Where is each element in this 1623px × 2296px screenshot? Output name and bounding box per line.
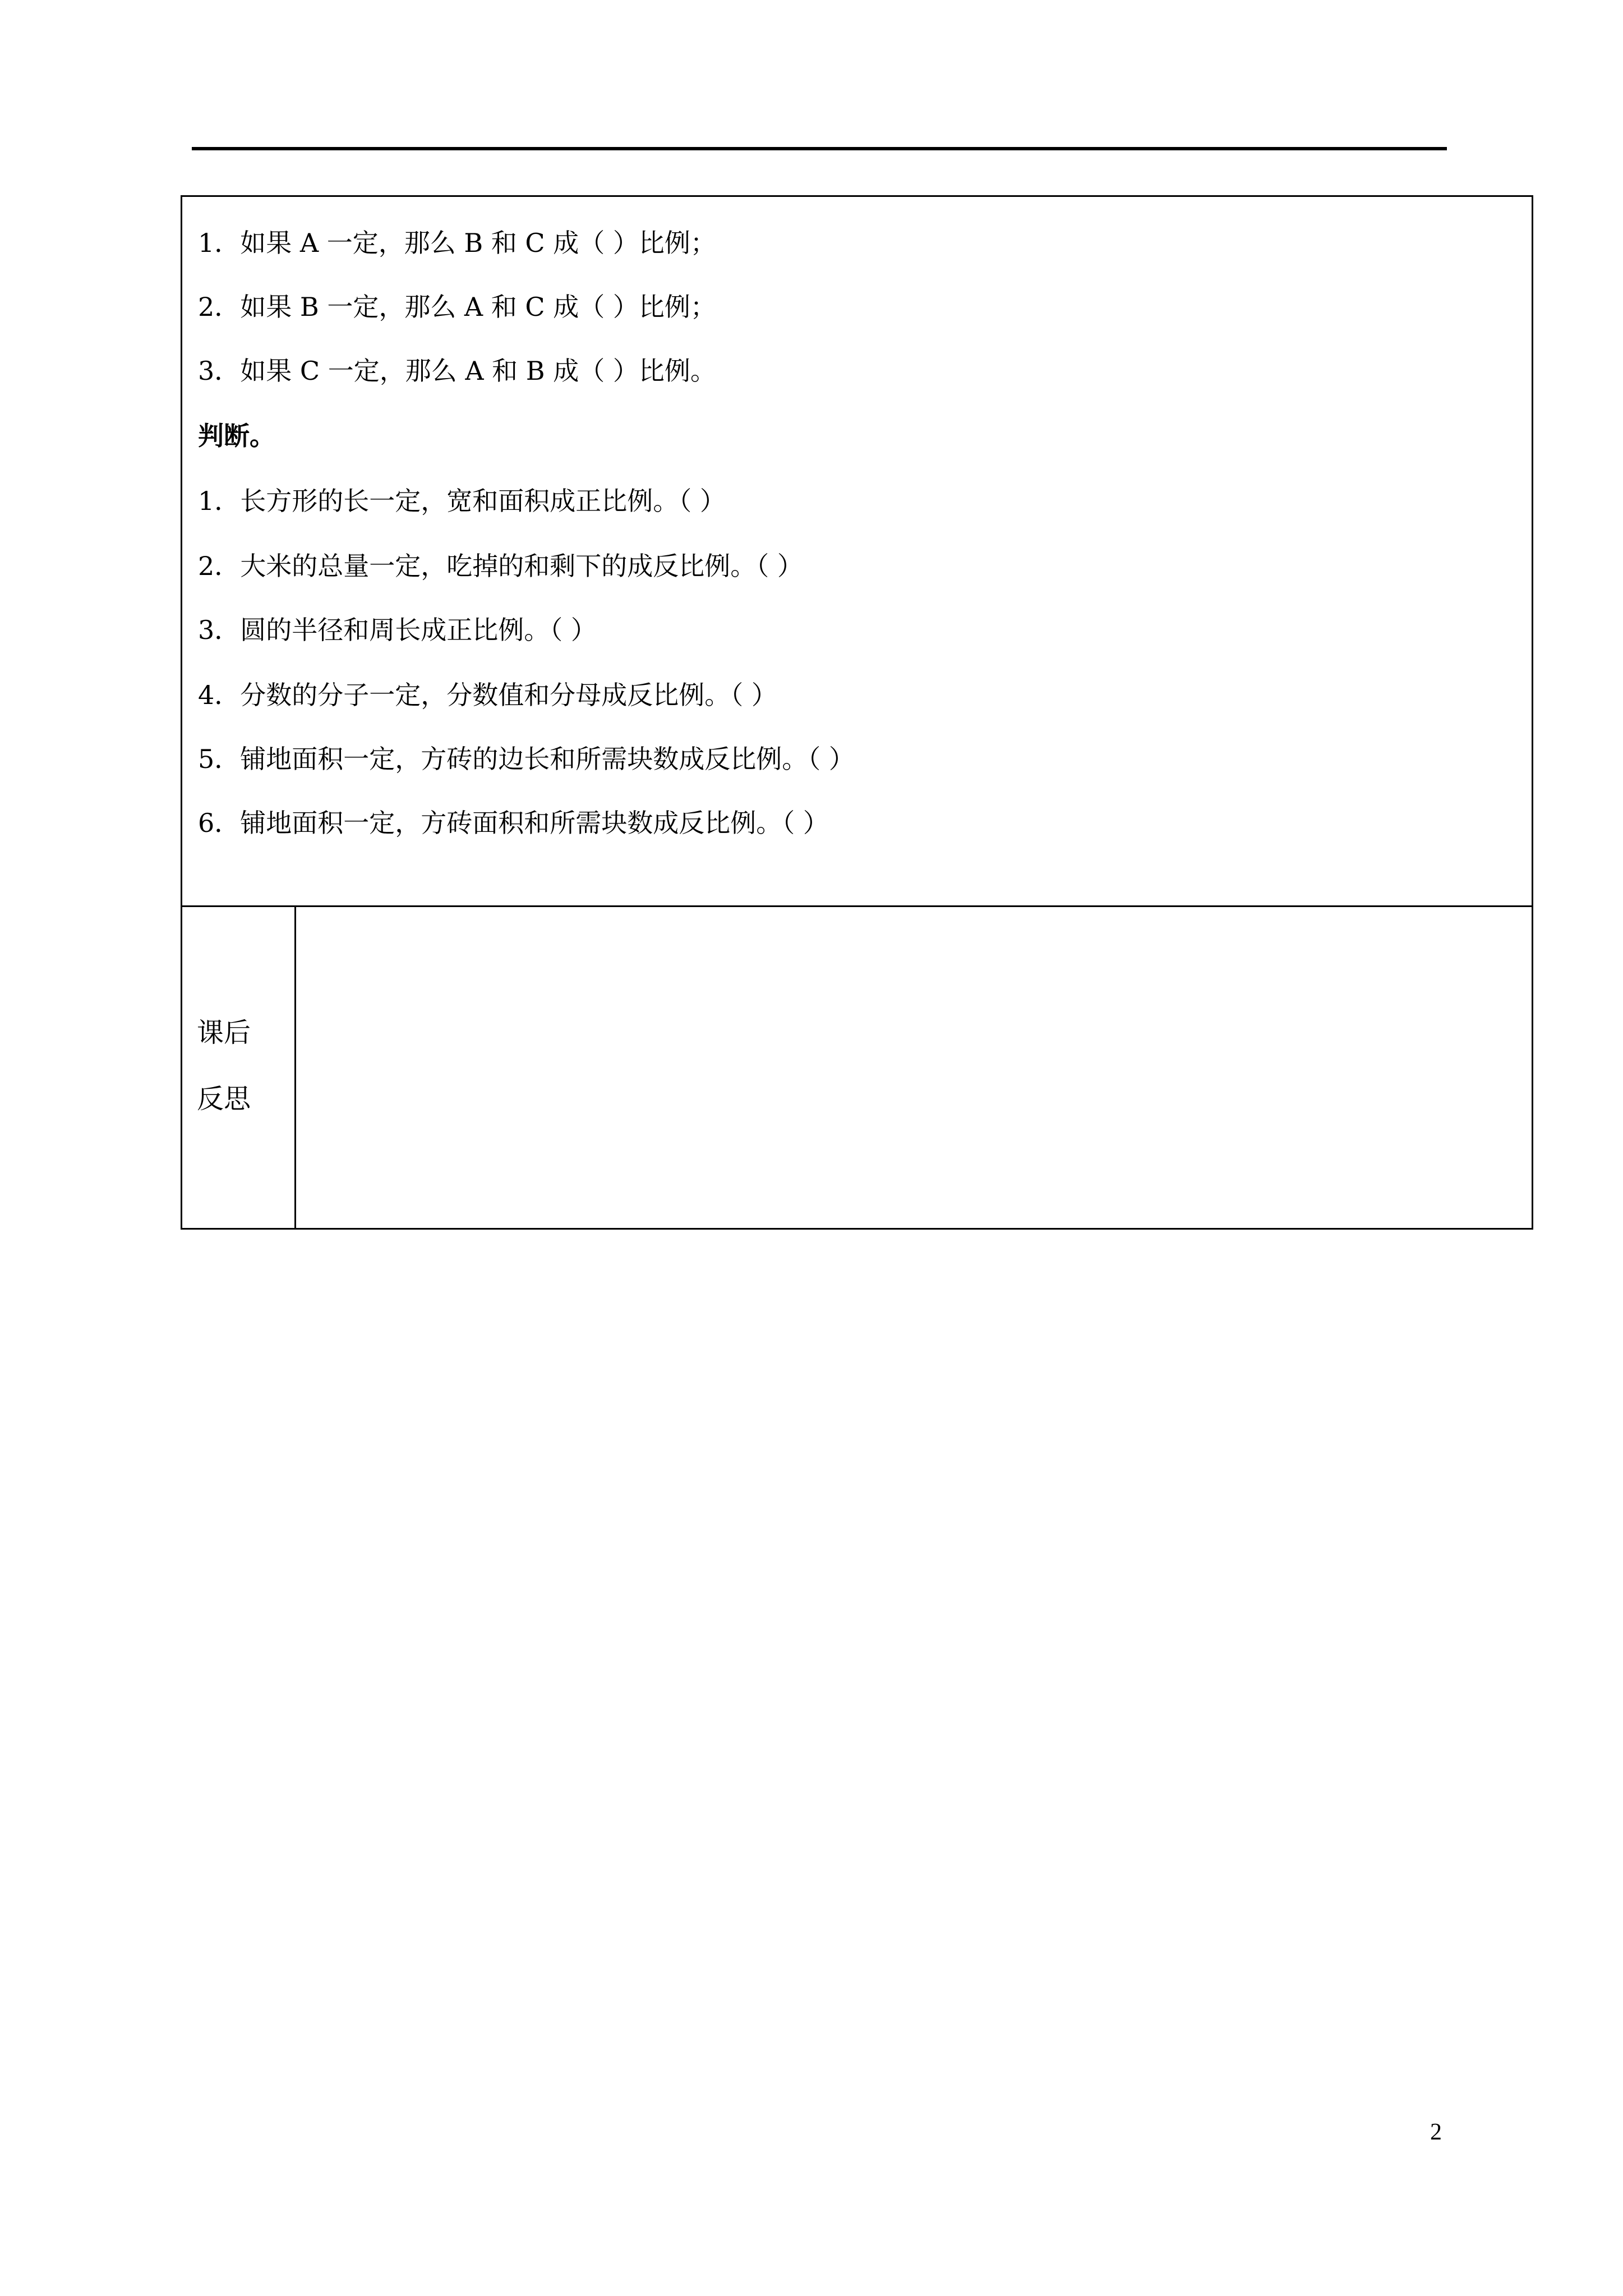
judgment-item-1: 1．长方形的长一定，宽和面积成正比例。（ ） <box>198 486 726 516</box>
reflection-label-line-2: 反思 <box>197 1083 251 1115</box>
judgment-item-2: 2．大米的总量一定，吃掉的和剩下的成反比例。（ ） <box>198 551 803 581</box>
worksheet-table <box>181 195 1533 1230</box>
reflection-writing-area[interactable] <box>296 907 1532 1230</box>
judgment-item-3: 3．圆的半径和周长成正比例。（ ） <box>198 615 597 645</box>
judgment-item-6: 6．铺地面积一定，方砖面积和所需块数成反比例。（ ） <box>198 808 829 838</box>
proportion-question-3: 3．如果 C 一定，那么 A 和 B 成（ ）比例。 <box>198 356 716 386</box>
reflection-label-line-1: 课后 <box>197 1017 251 1048</box>
exercise-cell <box>182 197 1532 907</box>
judgment-item-5: 5．铺地面积一定，方砖的边长和所需块数成反比例。（ ） <box>198 744 855 774</box>
reflection-row <box>182 907 1532 1230</box>
proportion-question-1: 1．如果 A 一定，那么 B 和 C 成（ ）比例； <box>198 228 716 258</box>
reflection-label-cell <box>182 907 296 1230</box>
judgment-item-4: 4．分数的分子一定，分数值和分母成反比例。（ ） <box>198 680 777 710</box>
judgment-heading: 判断。 <box>198 421 275 451</box>
proportion-question-2: 2．如果 B 一定，那么 A 和 C 成（ ）比例； <box>198 292 716 322</box>
header-rule <box>192 147 1447 150</box>
page-number: 2 <box>1430 2119 1442 2145</box>
